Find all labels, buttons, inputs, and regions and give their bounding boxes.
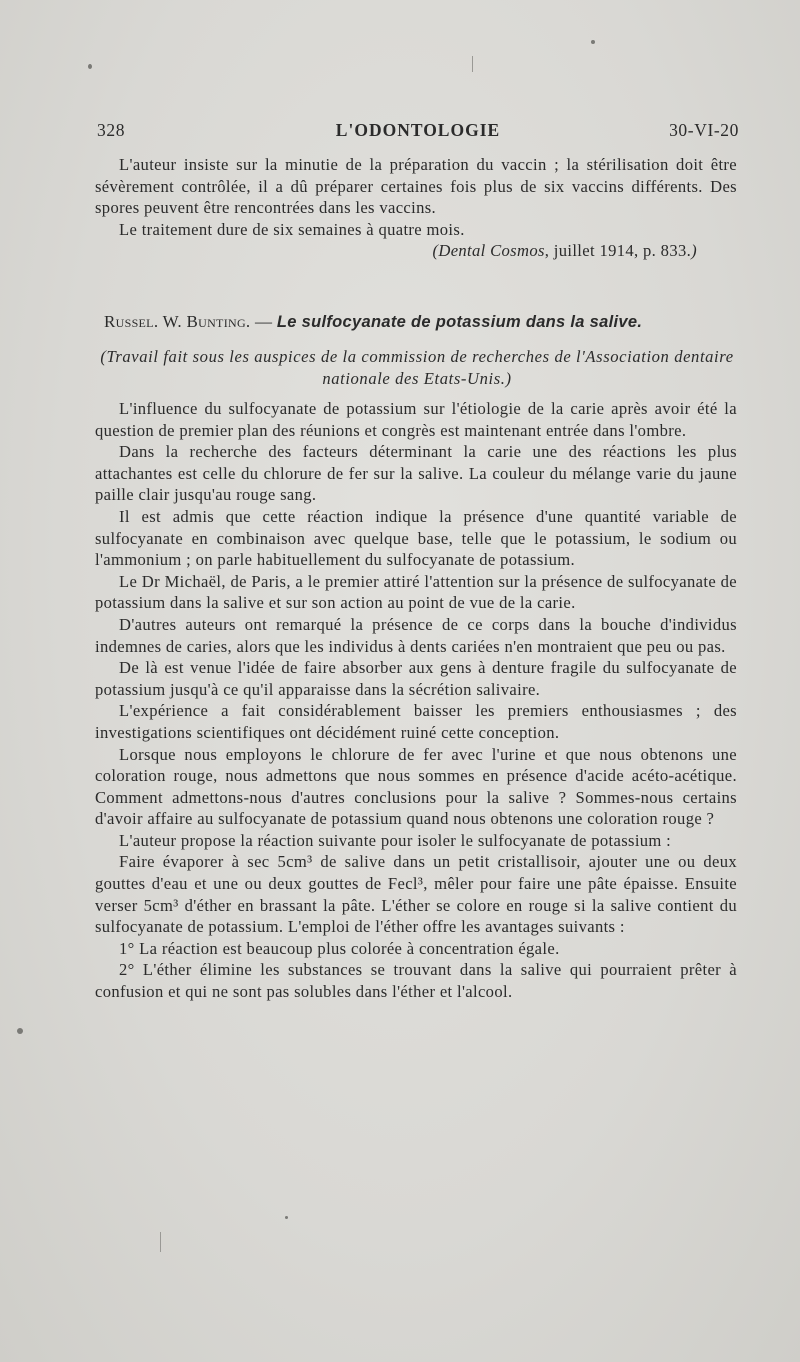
paragraph: Dans la recherche des facteurs déterminant la carie une des réactions les plus attachantes est celle du chlorure de fer sur la salive. La couleur du mélange varie du jaune paille clair jusqu'au rouge sang.	[95, 442, 737, 505]
paragraph: De là est venue l'idée de faire absorber aux gens à denture fragile du sulfocyanate de potassium jusqu'à ce qu'il apparaisse dans la sécrétion salivaire.	[95, 658, 737, 699]
paragraph: 2° L'éther élimine les substances se trouvant dans la salive qui pourraient prêter à confusion et qui ne sont pas solubles dans l'éther et l'alcool.	[95, 960, 737, 1002]
dust-speck	[285, 1216, 288, 1219]
paragraph: Lorsque nous employons le chlorure de fer avec l'urine et que nous obtenons une coloration rouge, nous admettons que nous sommes en présence d'acide acéto-acétique. Comment admettons-nous d'autres conclusions pour la salive ? Sommes-nous certains d'avoir affaire au sulfocyanate de potassium quand nous obtenons une coloration rouge ?	[95, 744, 737, 829]
page-number: 328	[97, 120, 126, 140]
issue-date: 30-VI-20	[669, 120, 739, 140]
paragraph: Faire évaporer à sec 5cm³ de salive dans un petit cristallisoir, ajouter une ou deux gouttes d'eau et une ou deux gouttes de Fecl³, mêler pour faire une pâte épaisse. Ensuite verser 5cm³ d'éther en brassant la pâte. L'éther se colore en rouge si la salive contient du sulfocyanate de potassium. L'emploi de l'éther offre les avantages suivants :	[95, 852, 737, 937]
paragraph: Le traitement dure de six semaines à quatre mois.	[119, 219, 465, 239]
article-title: Le sulfocyanate de potassium dans la salive.	[276, 313, 643, 331]
previous-article-end	[95, 154, 737, 262]
heading-dash: —	[250, 312, 277, 331]
dust-speck	[591, 40, 595, 44]
dust-speck	[17, 1028, 23, 1034]
paragraph: Le Dr Michaël, de Paris, a le premier attiré l'attention sur la présence de sulfocyanate de potassium dans la salive et sur son action au point de vue de la carie.	[95, 571, 737, 613]
paragraph: 1° La réaction est beaucoup plus colorée à concentration égale.	[119, 938, 560, 958]
scan-scratch	[160, 1232, 161, 1252]
article-body	[95, 398, 737, 1003]
dust-speck	[88, 64, 92, 69]
paragraph: L'expérience a fait considérablement baisser les premiers enthousiasmes ; des investigations scientifiques ont décidément ruiné cette conception.	[95, 701, 737, 742]
paragraph: L'influence du sulfocyanate de potassium sur l'étiologie de la carie après avoir été la question de premier plan des réunions et congrès est maintenant entrée dans l'ombre.	[95, 399, 737, 440]
journal-title: L'ODONTOLOGIE	[335, 120, 501, 140]
paragraph: D'autres auteurs ont remarqué la présence de ce corps dans la bouche d'individus indemnes de caries, alors que les individus à dents cariées n'en montraient que peu ou pas.	[95, 614, 737, 656]
article-heading	[104, 312, 744, 332]
running-header	[97, 120, 739, 146]
paragraph: Il est admis que cette réaction indique la présence d'une quantité variable de sulfocyanate en combinaison avec quelque base, telle que le potassium, le sodium ou l'ammonium ; on parle habituellement du sulfocyanate de potassium.	[95, 506, 737, 570]
citation-source: Dental Cosmos	[438, 241, 545, 261]
article-note: (Travail fait sous les auspices de la commission de recherches de l'Association dentaire nationale des Etats-Unis.)	[100, 347, 734, 388]
citation: (Dental Cosmos, juillet 1914, p. 833.)	[432, 241, 697, 261]
paragraph: L'auteur propose la réaction suivante pour isoler le sulfocyanate de potassium :	[119, 830, 672, 850]
article-author: Russel. W. Bunting.	[104, 312, 251, 331]
scan-scratch	[472, 56, 473, 72]
citation-detail: , juillet 1914, p. 833.	[544, 241, 692, 261]
paragraph: L'auteur insiste sur la minutie de la préparation du vaccin ; la stérilisation doit être sévèrement contrôlée, il a dû préparer certaines fois plus de six vaccins différents. Des spores peuvent être rencontrées dans les vaccins.	[95, 155, 737, 218]
